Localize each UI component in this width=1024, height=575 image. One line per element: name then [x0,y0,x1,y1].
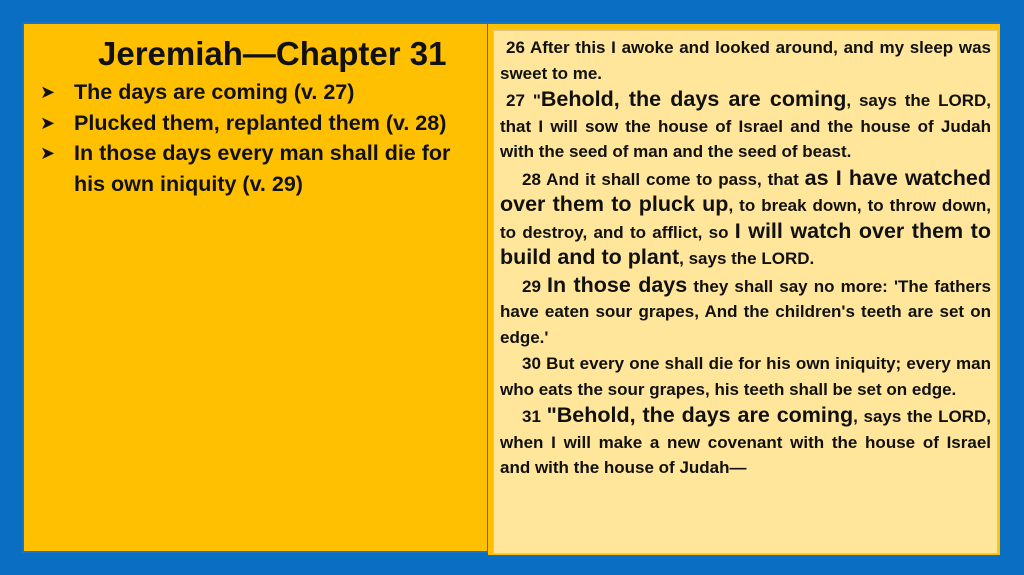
bullet-text: The days are coming (v. 27) [74,80,355,104]
bullet-text: Plucked them, replanted them (v. 28) [74,110,447,135]
verse-29: 29 In those days they shall say no more: 'The fathers have eaten sour grapes, And the children's teeth are set on edge.' [500,272,992,347]
summary-panel [24,24,487,551]
verse-26: 26 After this I awoke and looked around, and my sleep was sweet to me. [500,38,991,83]
bullet-item [38,138,471,199]
bullet-text: In those days every man shall die for his own iniquity (v. 29) [74,141,451,196]
bullet-list [38,77,471,199]
arrowhead-bullet-icon: ➤ [40,112,56,133]
verse-31: 31 "Behold, the days are coming, says the LORD, when I will make a new covenant with the house of Israel and with the house of Judah— [500,403,991,477]
verse-30: 30 But every one shall die for his own iniquity; every man who eats the sour grapes, his teeth shall be set on edge. [500,354,991,399]
bullet-item [38,77,471,108]
verse-28: 28 And it shall come to pass, that as I have watched over them to pluck up, to break down, to throw down, to destroy, and to afflict, so I will watch over them to build and to plant, says the LORD. [500,165,992,269]
scripture-box [493,30,998,554]
bullet-item [38,108,471,139]
verse-27: 27 "Behold, the days are coming, says the LORD, that I will sow the house of Israel and the house of Judah with the seed of man and the seed of beast. [500,87,991,161]
slide-title: Jeremiah—Chapter 31 [98,35,447,72]
arrowhead-bullet-icon: ➤ [40,82,56,102]
arrowhead-bullet-icon: ➤ [40,143,56,163]
